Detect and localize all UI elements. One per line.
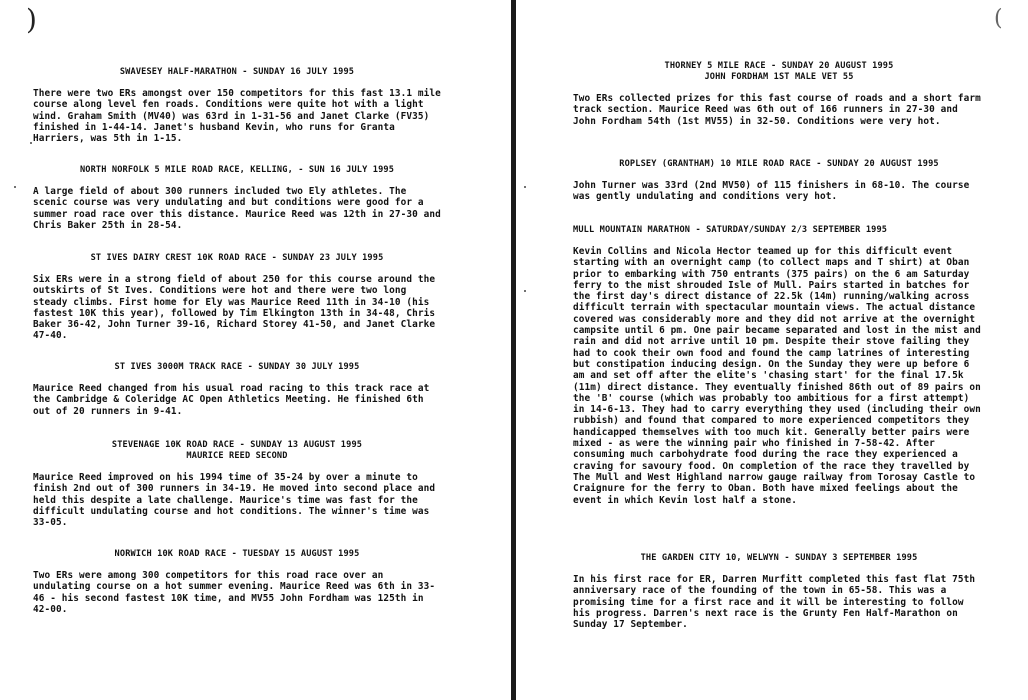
article-body: In his first race for ER, Darren Murfitt completed this fast flat 75th anniversary race of the founding of the town in 65-58. This was a promising time for a first race and it will be interesting to follow his progress. Darren's next race is the Grunty Fen Half-Marathon on Sunday 17 September. [573,574,976,631]
article-body: Kevin Collins and Nicola Hector teamed up for this difficult event starting with an overnight camp (to collect maps and T shirt) at Oban prior to embarking with 750 entrants (375 pairs) on the 6 am Saturday ferry to the mist shrouded Isle of Mull. Pairs started in batches for the first day's direct distance of 22.5k (14m) running/walking across difficult terrain with spectacular mountain views. The actual distance covered was considerably more and they did not arrive at the overnight campsite until 6 pm. One pair became separated and lost in the mist and rain and did not arrive until 10 pm. Despite their stove failing they had to cook their own food and found the camp latrines of interesting but constipation inducing design. On the Sunday they were up before 6 am and set off after the elite's 'chasing start' for the final 17.5k (11m) direct distance. They eventually finished 86th out of 89 pairs on the 'B' course (which was probably too ambitious for a first attempt) in 14-6-13. They had to carry everything they used (including their own rubbish) and found that compared to more experienced competitors they handicapped themselves with too much kit. Generally better pairs were mixed - as were the winning pair who finished in 7-58-42. After consuming much carbohydrate food during the race they experienced a craving for savoury food. On completion of the race they travelled by The Mull and West Highland narrow gauge railway from Torosay Castle to Craignure for the ferry to Oban. Both have mixed feelings about the event in which Kevin lost half a stone. [573,246,981,506]
article-body: Maurice Reed improved on his 1994 time of 35-24 by over a minute to finish 2nd out of 300 runners in 34-19. He moved into second place and held this despite a late challenge. Maurice's time was fast for the difficult undulating course and hot conditions. The winner's time was 33-05. [33,472,436,529]
article-body: Two ERs collected prizes for this fast course of roads and a short farm track section. Maurice Reed was 6th out of 166 runners in 27-30 and John Fordham 54th (1st MV55) in 32-50. Conditions were very hot. [573,93,981,127]
article-body: Six ERs were in a strong field of about 250 for this course around the outskirts of St Ives. Conditions were hot and there were two long steady climbs. First home for Ely was Maurice Reed 11th in 34-10 (his fastest 10K this year), followed by Tim Elkington 13th in 34-48, Chris Baker 36-42, John Turner 39-16, Richard Storey 41-50, and Janet Clarke 47-40. [33,274,436,342]
bracket-mark: ) [26,3,37,36]
article-ropsley [573,159,985,203]
article-garden-city [573,553,985,630]
article-heading: MULL MOUNTAIN MARATHON - SATURDAY/SUNDAY 2/3 SEPTEMBER 1995 [573,225,888,235]
speck-mark [14,186,16,188]
article-heading: ST IVES DAIRY CREST 10K ROAD RACE - SUNDAY 23 JULY 1995 [90,253,384,263]
article-body: Two ERs were among 300 competitors for this road race over an undulating course on a hot summer evening. Maurice Reed was 6th in 33-46 - his second fastest 10K time, and MV55 John Fordham was 125th in 42-00. [33,570,436,615]
bracket-mark: ( [994,6,1003,31]
article-north-norfolk [33,165,441,231]
article-st-ives-3000m [33,362,441,417]
article-heading: THE GARDEN CITY 10, WELWYN - SUNDAY 3 SEPTEMBER 1995 [640,553,918,563]
speck-mark [524,186,526,188]
article-mull-mountain-marathon [573,225,985,506]
article-heading: STEVENAGE 10K ROAD RACE - SUNDAY 13 AUGUST 1995 MAURICE REED SECOND [111,440,363,461]
article-stevenage [33,440,441,528]
article-heading: ST IVES 3000M TRACK RACE - SUNDAY 30 JULY 1995 [114,362,360,372]
article-heading: NORTH NORFOLK 5 MILE ROAD RACE, KELLING, - SUN 16 JULY 1995 [79,165,395,175]
article-swavesey [33,67,441,144]
article-body: John Turner was 33rd (2nd MV50) of 115 finishers in 68-10. The course was gently undulating and conditions very hot. [573,180,970,203]
left-page [0,0,512,700]
article-body: Maurice Reed changed from his usual road racing to this track race at the Cambridge & Coleridge AC Open Athletics Meeting. He finished 6th out of 20 runners in 9-41. [33,383,430,417]
article-heading: THORNEY 5 MILE RACE - SUNDAY 20 AUGUST 1995 JOHN FORDHAM 1ST MALE VET 55 [664,61,894,82]
article-heading: NORWICH 10K ROAD RACE - TUESDAY 15 AUGUST 1995 [114,549,360,559]
article-body: A large field of about 300 runners included two Ely athletes. The scenic course was very undulating and but conditions were good for a summer road race over this distance. Maurice Reed was 12th in 27-30 and Chris Baker 25th in 28-54. [33,186,441,231]
article-thorney [573,61,985,127]
right-page [516,0,1028,700]
article-st-ives-dairy-crest [33,253,441,342]
article-heading: ROPLSEY (GRANTHAM) 10 MILE ROAD RACE - SUNDAY 20 AUGUST 1995 [619,159,939,169]
article-norwich [33,549,441,615]
article-body: There were two ERs amongst over 150 competitors for this fast 13.1 mile course along level fen roads. Conditions were quite hot with a light wind. Graham Smith (MV40) was 63rd in 1-31-56 and Janet Clarke (FV35) finished in 1-44-14. Janet's husband Kevin, who runs for Granta Harriers, was 5th in 1-15. [33,88,441,145]
speck-mark [30,142,32,144]
article-heading: SWAVESEY HALF-MARATHON - SUNDAY 16 JULY 1995 [119,67,355,77]
speck-mark [524,290,526,292]
